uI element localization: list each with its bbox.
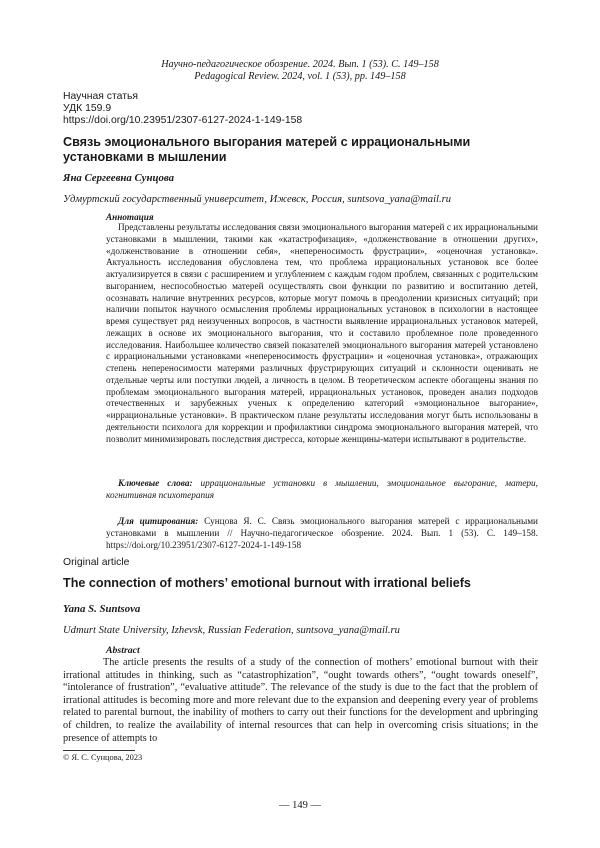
- citation-ru: [106, 517, 538, 552]
- article-type-ru: Научная статья: [63, 91, 138, 102]
- running-header-ru: Научно-педагогическое обозрение. 2024. Вып. 1 (53). С. 149–158: [161, 59, 439, 70]
- footnote-rule: [63, 750, 135, 751]
- article-title-en: The connection of mothers’ emotional burnout with irrational beliefs: [63, 576, 471, 590]
- keywords-label-ru: Ключевые слова:: [118, 479, 193, 489]
- abstract-label-ru: Аннотация: [106, 212, 154, 222]
- author-affiliation-en: Udmurt State University, Izhevsk, Russian Federation, suntsova_yana@mail.ru: [63, 625, 400, 636]
- page-number: — 149 —: [279, 800, 321, 811]
- udk-code: УДК 159.9: [63, 103, 112, 114]
- citation-text-ru: Сунцова Я. С. Связь эмоционального выгорания матерей с иррациональными установками в мышлении // Научно-педагогическое обозрение. 2024. Вып. 1 (53). С. 149–158. https://doi.org/10.23951/2307-6127-2024-1-149-158: [106, 517, 539, 551]
- author-name-en: Yana S. Suntsova: [63, 603, 141, 615]
- doi-link[interactable]: https://doi.org/10.23951/2307-6127-2024-1-149-158: [63, 115, 303, 126]
- author-affiliation-ru: Удмуртский государственный университет, Ижевск, Россия, suntsova_yana@mail.ru: [63, 194, 452, 205]
- abstract-text-ru: Представлены результаты исследования связи эмоционального выгорания матерей с их иррациональными установками в мышлении, такими как «катастрофизация», «долженствование в отношении других», «долженствование в отношении себя», «непереносимость фрустрации», «оценочная установка». Актуальность исследования обусловлена тем, что проблема иррациональных установок все более актуализируется в связи с расширением и углублением с каждым годом проблем, связанных с родительским выгоранием, неспособностью матерей осуществлять свои функции по развитию и воспитанию детей, осознавать наличие внутренних ресурсов, которые могут помочь в преодолении кризисных ситуаций; при наличии попыток научного осмысления проблемы иррациональных установок в психологии в настоящее время существует ряд неизученных вопросов, в частности выявление иррациональных установок матерей, лежащих в основе их эмоционального выгорания, что и составило проблемное поле проведенного исследования. Наибольшее количество связей показателей эмоционального выгорания матерей установлено с иррациональными установками «непереносимость фрустрации» и «оценочная установка», отражающих степень непереносимости матерями различных фрустрирующих ситуаций и склонности оценивать не отдельные черты или поступки людей, а личность в целом. В теоретическом аспекте обогащены знания по проблемам эмоционального выгорания матерей, иррациональных установок, проведен анализ подходов отечественных и зарубежных ученых к определению категорий «эмоциональное выгорание», «иррациональные установки». В практическом плане результаты исследования могут быть использованы в деятельности психолога для коррекции и профилактики синдрома эмоционального выгорания матерей, что позволит минимизировать последствия дистресса, которые женщины-матери испытывают в родительстве.: [106, 223, 538, 445]
- article-type-en: Original article: [63, 557, 130, 568]
- abstract-text-en: The article presents the results of a study of the connection of mothers’ emotional burnout with their irrational attitudes in thinking, such as “catastrophization”, “ought towards others”, “ought towards oneself”, “intolerance of frustration”, “evaluative attitude”. The relevance of the study is due to the fact that the problem of irrational attitudes is becoming more and more relevant due to the expansion and deepening every year of problems related to parental burnout, the inability of mothers to carry out their functions for the development and upbringing of children, to realize the availability of internal resources that can help in overcoming crisis situations; in the presence of attempts to: [63, 657, 538, 744]
- author-name-ru: Яна Сергеевна Сунцова: [63, 172, 175, 184]
- citation-label-ru: Для цитирования:: [118, 517, 199, 527]
- running-header-en: Pedagogical Review. 2024, vol. 1 (53), pp. 149–158: [194, 71, 406, 82]
- abstract-label-en: Abstract: [106, 645, 140, 656]
- article-title-ru: Связь эмоционального выгорания матерей с иррациональными установками в мышлении: [63, 135, 471, 164]
- copyright-note: © Я. С. Сунцова, 2023: [63, 753, 143, 762]
- keywords-values-ru: иррациональные установки в мышлении, эмоциональное выгорание, матери, когнитивная психотерапия: [106, 479, 538, 501]
- keywords-ru: [106, 479, 538, 503]
